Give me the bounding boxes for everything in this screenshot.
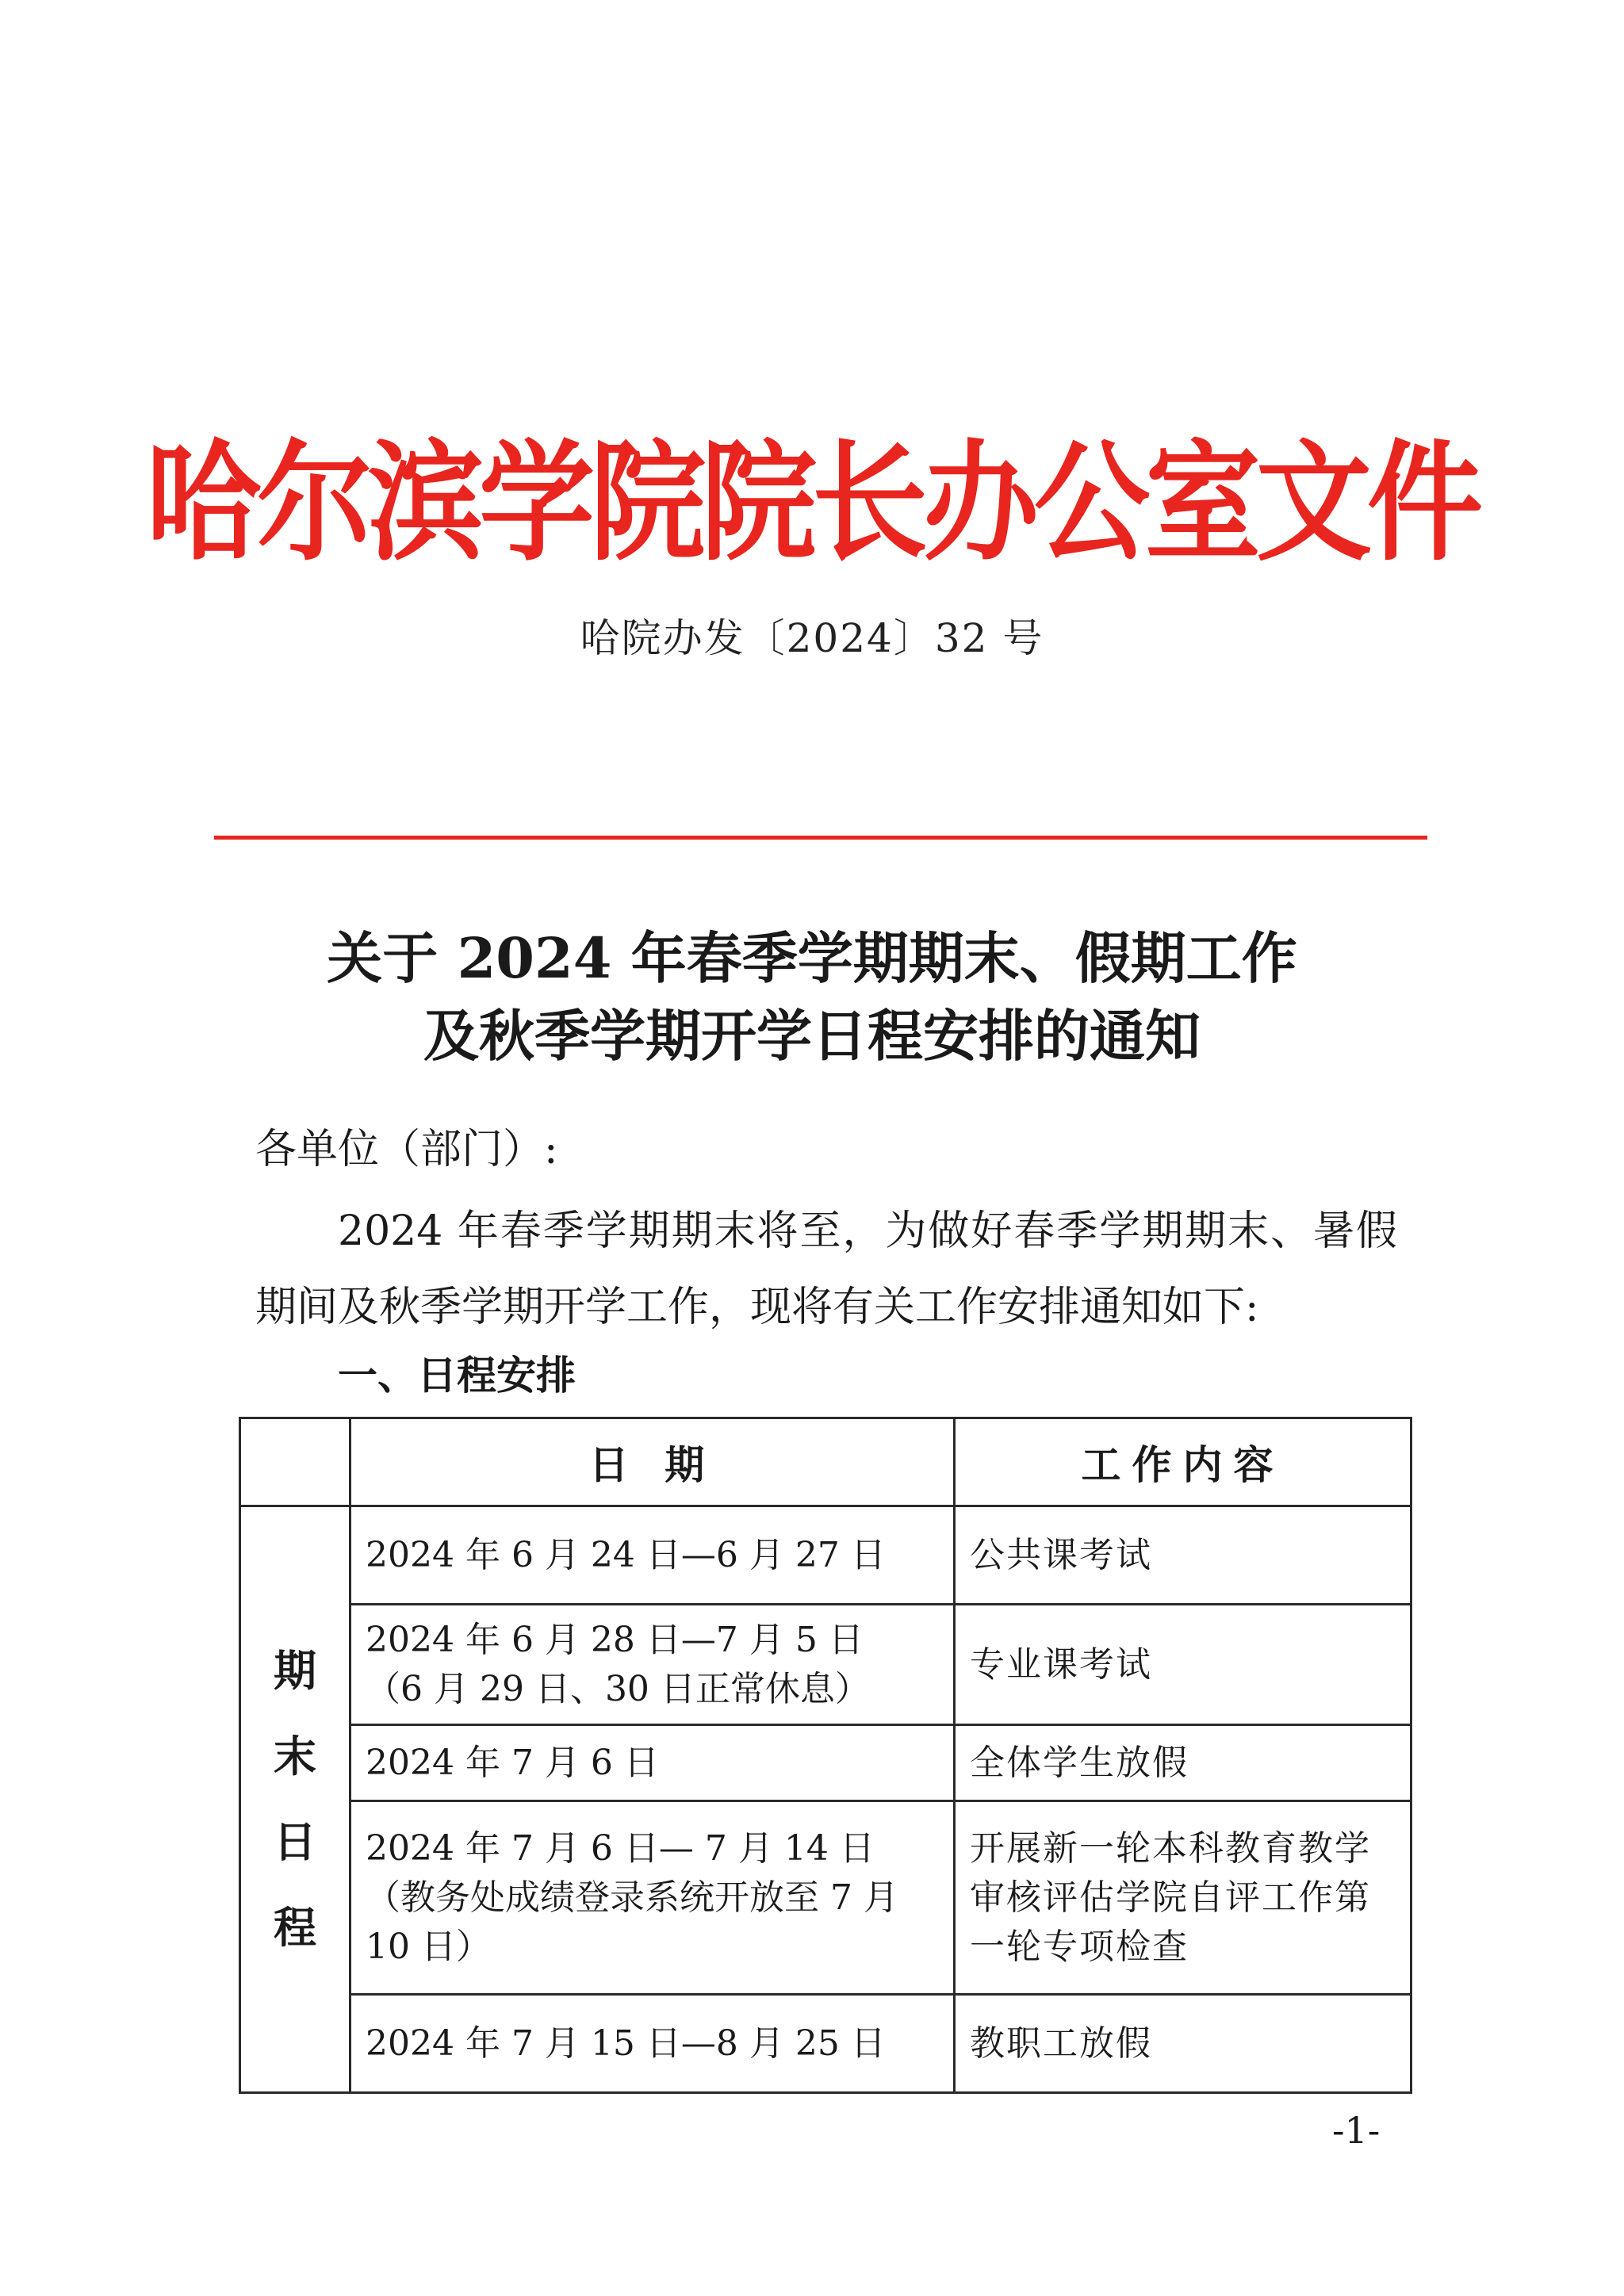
date-cell [350,1995,955,2093]
schedule-table [239,1417,1412,2094]
notice-title-line-1: 关于 2024 年春季学期期末、假期工作 [327,925,1297,991]
table-row [240,1605,1411,1725]
page-number: -1- [1332,2109,1381,2152]
column-header-task: 工作内容 [955,1418,1411,1506]
date-line: 2024 年 6 月 24 日—6 月 27 日 [366,1534,886,1575]
phase-label-char: 期 [274,1645,316,1696]
date-cell [350,1725,955,1801]
table-row [240,1801,1411,1995]
date-line: 2024 年 6 月 28 日—7 月 5 日 [366,1619,864,1660]
phase-label [242,1628,348,1971]
table-row [240,1506,1411,1605]
date-line: 2024 年 7 月 6 日— 7 月 14 日 [366,1827,875,1869]
task-cell: 专业课考试 [955,1605,1411,1725]
salutation: 各单位（部门）: [255,1126,558,1173]
issuer-title: 哈尔滨学院院长办公室文件 [146,427,1478,580]
phase-label-char: 日 [274,1816,316,1867]
date-cell [350,1506,955,1605]
task-cell: 教职工放假 [955,1995,1411,2093]
phase-label-char: 程 [274,1902,316,1953]
notice-title [0,920,1624,1075]
task-cell: 全体学生放假 [955,1725,1411,1801]
section-heading: 一、日程安排 [338,1353,576,1399]
date-line: （6 月 29 日、30 日正常休息） [366,1668,870,1709]
document-number: 哈院办发〔2024〕32 号 [580,615,1044,661]
date-line: （教务处成绩登录系统开放至 7 月 [366,1877,898,1918]
notice-title-line-2: 及秋季学期开学日程安排的通知 [423,1003,1201,1069]
phase-label-cell [240,1506,350,2093]
table-header-row [240,1418,1411,1506]
intro-paragraph: 2024 年春季学期期末将至，为做好春季学期期末、暑假期间及秋季学期开学工作，现将有关工作安排通知如下: [255,1207,1397,1331]
date-line: 2024 年 7 月 6 日 [366,1742,659,1783]
table-row [240,1725,1411,1801]
date-cell [350,1801,955,1995]
column-header-date: 日 期 [350,1418,955,1506]
phase-label-char: 末 [274,1731,316,1781]
column-header-phase [240,1418,350,1506]
red-divider [214,836,1427,840]
date-line: 2024 年 7 月 15 日—8 月 25 日 [366,2022,886,2064]
date-cell [350,1605,955,1725]
date-line: 10 日） [366,1926,491,1967]
task-cell: 公共课考试 [955,1506,1411,1605]
table-row [240,1995,1411,2093]
task-cell: 开展新一轮本科教育教学审核评估学院自评工作第一轮专项检查 [955,1801,1411,1995]
